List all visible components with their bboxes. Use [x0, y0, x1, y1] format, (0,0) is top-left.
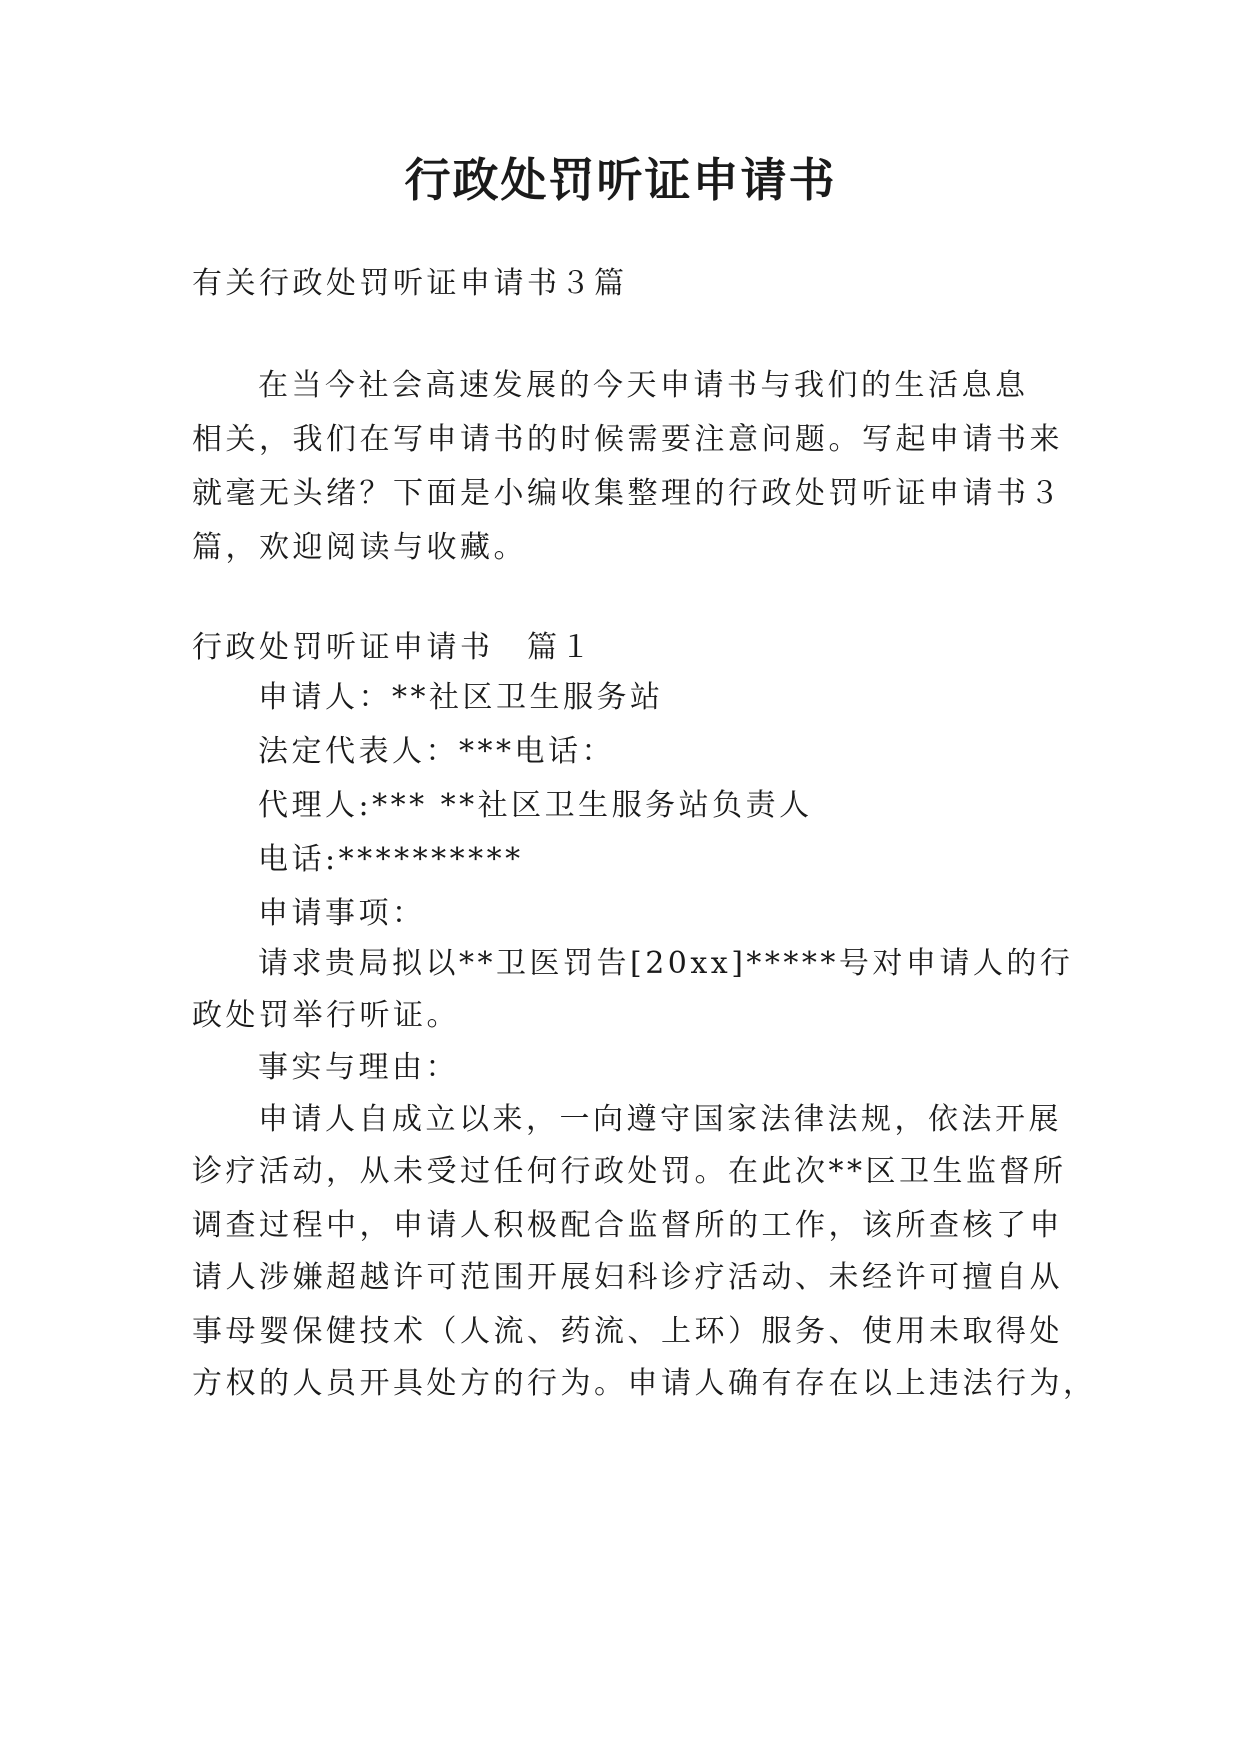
reason-label: 事实与理由： [258, 1050, 459, 1085]
request-line: 政处罚举行听证。 [192, 998, 460, 1033]
reason-line: 方权的人员开具处方的行为。申请人确有存在以上违法行为， [192, 1366, 1097, 1401]
reason-line: 诊疗活动，从未受过任何行政处罚。在此次**区卫生监督所 [192, 1154, 1067, 1189]
section-heading: 行政处罚听证申请书 篇１ [192, 630, 594, 665]
document-title: 行政处罚听证申请书 [404, 153, 837, 207]
legal-rep-field: 法定代表人：***电话： [258, 734, 615, 769]
intro-line: 就毫无头绪？下面是小编收集整理的行政处罚听证申请书３ [192, 476, 1063, 511]
reason-line: 事母婴保健技术（人流、药流、上环）服务、使用未取得处 [192, 1314, 1063, 1349]
intro-line: 相关，我们在写申请书的时候需要注意问题。写起申请书来 [192, 422, 1063, 457]
reason-line: 调查过程中，申请人积极配合监督所的工作，该所查核了申 [192, 1208, 1063, 1243]
phone-field: 电话:********** [258, 842, 524, 877]
intro-line: 在当今社会高速发展的今天申请书与我们的生活息息 [258, 368, 1029, 403]
intro-line: 篇，欢迎阅读与收藏。 [192, 530, 527, 565]
reason-line: 请人涉嫌超越许可范围开展妇科诊疗活动、未经许可擅自从 [192, 1260, 1063, 1295]
request-line: 请求贵局拟以**卫医罚告[20xx]*****号对申请人的行 [258, 946, 1074, 981]
reason-line: 申请人自成立以来，一向遵守国家法律法规，依法开展 [258, 1102, 1062, 1137]
applicant-field: 申请人：**社区卫生服务站 [258, 680, 664, 715]
matter-label: 申请事项： [258, 896, 426, 931]
document-subtitle: 有关行政处罚听证申请书３篇 [192, 266, 628, 301]
agent-field: 代理人:*** **社区卫生服务站负责人 [258, 788, 813, 823]
